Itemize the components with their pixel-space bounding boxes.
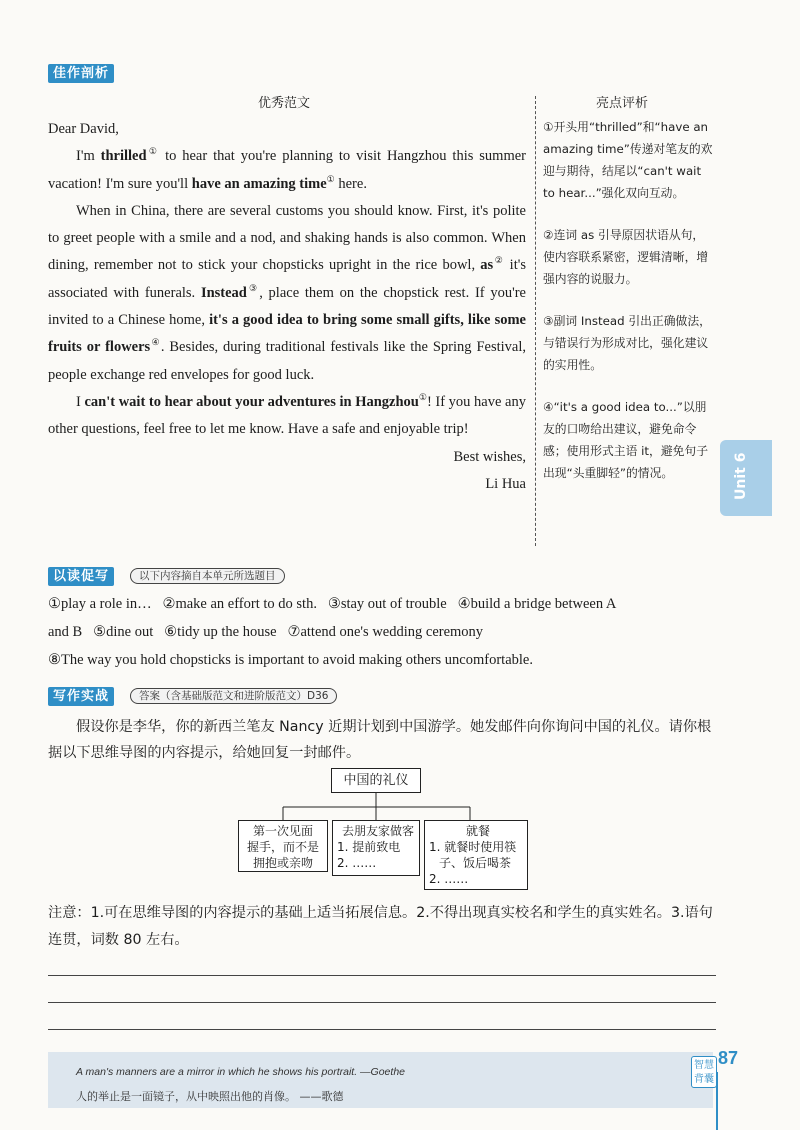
notes-heading: 亮点评析 xyxy=(596,96,649,111)
section-tag-practice: 写作实战 xyxy=(48,687,114,706)
phrase-line-1: ①play a role in… ②make an effort to do sth. ③stay out of trouble ④build a bridge between A xyxy=(48,596,617,612)
badge-line-1: 智慧 xyxy=(694,1060,714,1071)
badge-line-2: 背囊 xyxy=(694,1074,714,1085)
branch-2-title: 去朋友家做客 xyxy=(341,824,414,838)
task-prompt-text: 假设你是李华，你的新西兰笔友 Nancy 近期计划到中国游学。她发邮件向你询问中国的礼仪。请你根据以下思维导图的内容提示，给她回复一封邮件。 xyxy=(48,719,712,761)
branch-2-line-1: 1. 提前致电 xyxy=(337,840,401,854)
essay-text: . Besides, during traditional festivals like the Spring Festival, people exchange red envelopes for good luck. xyxy=(48,339,526,383)
answer-line-1 xyxy=(48,975,716,976)
footer-quote-chinese: 人的举止是一面镜子，从中映照出他的肖像。 ——歌德 xyxy=(76,1090,344,1103)
essay-text: When in China, there are several customs you should know. First, it's polite to greet people with a smile and a nod, and shaking hands is also common. When dining, remember not to stick your chopsticks upright in the rice bowl, xyxy=(48,202,526,274)
writing-notice xyxy=(48,900,724,954)
highlight-phrase: it's a good idea to bring some small gifts, like some fruits or flowers xyxy=(48,312,526,356)
highlight-phrase: Instead xyxy=(200,284,247,301)
branch-3-line-3: 2. …… xyxy=(429,872,469,886)
essay-heading: 优秀范文 xyxy=(258,96,311,111)
note-marker: ① xyxy=(418,391,427,402)
note-marker: ③ xyxy=(246,282,260,293)
branch-2-line-2: 2. …… xyxy=(337,856,377,870)
branch-1-line-1: 握手，而不是 xyxy=(246,840,319,854)
badge-accent-line xyxy=(716,1072,718,1130)
section-tag-read-write: 以读促写 xyxy=(48,567,114,586)
essay-text: ! If you have any other questions, feel free to let me know. Have a safe and enjoyable trip! xyxy=(48,393,526,438)
essay-text: here. xyxy=(334,175,367,192)
wisdom-badge xyxy=(691,1056,717,1088)
mindmap-root: 中国的礼仪 xyxy=(331,768,421,793)
footer-quote-english: A man's manners are a mirror in which he shows his portrait. —Goethe xyxy=(76,1066,405,1078)
section-note-read-write: 以下内容摘自本单元所选题目 xyxy=(130,568,285,584)
answer-line-3 xyxy=(48,1029,716,1030)
note-4: ④“it's a good idea to...”以朋友的口吻给出建议，避免命令感；使用形式主语 it，避免句子出现“头重脚轻”的情况。 xyxy=(543,400,709,480)
essay-text: it's associated with funerals. xyxy=(48,257,526,301)
unit-label: Unit 6 xyxy=(733,452,749,500)
page-number: 87 xyxy=(718,1048,739,1068)
phrase-line-3: ⑧The way you hold chopsticks is important to avoid making others uncomfortable. xyxy=(48,652,533,668)
note-3: ③副词 Instead 引出正确做法，与错误行为形成对比，强化建议的实用性。 xyxy=(543,314,711,372)
note-marker: ④ xyxy=(150,337,161,348)
branch-1-title: 第一次见面 xyxy=(252,824,313,838)
branch-3-line-1: 1. 就餐时使用筷 xyxy=(429,840,517,854)
branch-3-title: 就餐 xyxy=(465,824,490,838)
phrase-line-2: and B ⑤dine out ⑥tidy up the house ⑦attend one's wedding ceremony xyxy=(48,624,484,640)
mindmap-branch-dining xyxy=(424,820,528,890)
highlight-phrase: can't wait to hear about your adventures in Hangzhou xyxy=(84,393,419,410)
note-marker: ① xyxy=(326,173,335,184)
mindmap-branch-visit-friend xyxy=(332,820,420,876)
answer-line-2 xyxy=(48,1002,716,1003)
note-1: ①开头用“thrilled”和“have an amazing time”传递对笔友的欢迎与期待，结尾以“can't wait to hear...”强化双向互动。 xyxy=(543,120,713,200)
essay-closing: Best wishes, xyxy=(453,448,526,465)
essay-signature: Li Hua xyxy=(485,475,526,492)
highlight-phrase: thrilled xyxy=(100,148,147,165)
essay-text: , place them on the chopstick rest. If you're invited to a Chinese home, xyxy=(48,284,526,329)
note-2: ②连词 as 引导原因状语从句，使内容联系紧密，逻辑清晰，增强内容的说服力。 xyxy=(543,228,709,286)
essay-text: I'm xyxy=(76,148,101,165)
essay-greeting: Dear David, xyxy=(48,121,119,137)
section-note-practice: 答案（含基础版范文和进阶版范文）D36 xyxy=(130,688,337,704)
highlight-phrase: as xyxy=(480,257,494,274)
note-marker: ① xyxy=(146,146,160,157)
notice-text: 注意：1.可在思维导图的内容提示的基础上适当拓展信息。2.不得出现真实校名和学生的真实姓名。3.语句连贯，词数 80 左右。 xyxy=(48,905,713,948)
essay-text: I xyxy=(76,393,85,410)
mindmap-branch-first-meeting xyxy=(238,820,328,872)
branch-1-line-2: 拥抱或亲吻 xyxy=(252,856,313,870)
branch-3-line-2: 子、饭后喝茶 xyxy=(439,856,512,870)
section-tag-model-essay: 佳作剖析 xyxy=(48,64,114,83)
highlight-phrase: have an amazing time xyxy=(191,175,327,192)
essay-text: to hear that you're planning to visit Hangzhou this summer vacation! I'm sure you'll xyxy=(48,148,526,192)
note-marker: ② xyxy=(493,255,505,266)
